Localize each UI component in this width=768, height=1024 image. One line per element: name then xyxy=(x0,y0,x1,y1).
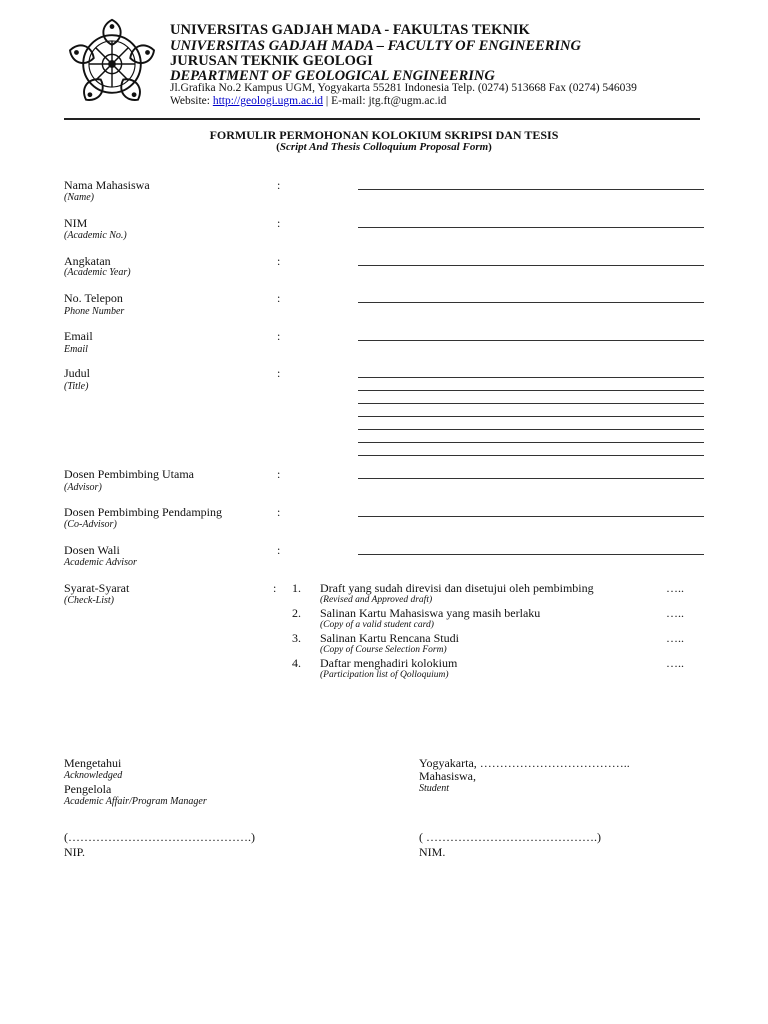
field-input-name[interactable] xyxy=(358,189,704,190)
field-sub-name: (Name) xyxy=(64,192,94,203)
form-title: FORMULIR PERMOHONAN KOLOKIUM SKRIPSI DAN TESIS xyxy=(209,128,559,142)
field-input-title-line[interactable] xyxy=(358,377,704,378)
sig-right-student-sub: Student xyxy=(419,783,449,794)
field-label-email: Email xyxy=(64,329,93,343)
checklist-item-check[interactable]: ….. xyxy=(666,631,684,645)
header-university-en: UNIVERSITAS GADJAH MADA – FACULTY OF ENGINEERING xyxy=(170,38,581,54)
field-sub-title: (Title) xyxy=(64,381,89,392)
header-address: Jl.Grafika No.2 Kampus UGM, Yogyakarta 55281 Indonesia Telp. (0274) 513668 Fax (0274) 546039 xyxy=(170,82,637,94)
field-sub-nim: (Academic No.) xyxy=(64,230,127,241)
checklist-item-number: 2. xyxy=(292,606,301,620)
checklist-item-text: Salinan Kartu Mahasiswa yang masih berlaku xyxy=(320,606,541,620)
checklist-item-check[interactable]: ….. xyxy=(666,656,684,670)
field-sub-phone: Phone Number xyxy=(64,306,125,317)
checklist-sub: (Check-List) xyxy=(64,595,114,606)
field-label-year: Angkatan xyxy=(64,254,111,268)
field-input-title-line[interactable] xyxy=(358,442,704,443)
checklist-item-check[interactable]: ….. xyxy=(666,606,684,620)
field-label-name: Nama Mahasiswa xyxy=(64,178,150,192)
sig-left-manager-sub: Academic Affair/Program Manager xyxy=(64,796,207,807)
checklist-item-number: 3. xyxy=(292,631,301,645)
checklist-item-sub: (Copy of Course Selection Form) xyxy=(320,645,447,655)
checklist-label: Syarat-Syarat xyxy=(64,581,130,595)
field-input-coadvisor[interactable] xyxy=(358,516,704,517)
header-contact xyxy=(170,95,446,107)
header-department-en: DEPARTMENT OF GEOLOGICAL ENGINEERING xyxy=(170,68,495,84)
field-sub-advisor: (Advisor) xyxy=(64,482,102,493)
checklist-item-check[interactable]: ….. xyxy=(666,581,684,595)
field-label-coadvisor: Dosen Pembimbing Pendamping xyxy=(64,505,222,519)
sig-right-nim: NIM. xyxy=(419,845,446,859)
header-divider xyxy=(64,118,700,120)
checklist-colon: : xyxy=(273,581,277,595)
field-input-title-line[interactable] xyxy=(358,403,704,404)
field-label-advisor: Dosen Pembimbing Utama xyxy=(64,467,194,481)
field-input-title-line[interactable] xyxy=(358,455,704,456)
checklist-item-text: Daftar menghadiri kolokium xyxy=(320,656,458,670)
field-label-academic-advisor: Dosen Wali xyxy=(64,543,120,557)
sig-left-manager: Pengelola xyxy=(64,782,112,796)
sig-left-acknowledged: Mengetahui xyxy=(64,756,122,770)
field-input-advisor[interactable] xyxy=(358,478,704,479)
checklist-item-sub: (Copy of a valid student card) xyxy=(320,620,434,630)
university-logo xyxy=(64,16,160,112)
field-sub-coadvisor: (Co-Advisor) xyxy=(64,519,117,530)
field-colon: : xyxy=(277,467,281,481)
website-label: Website: xyxy=(170,95,210,107)
field-input-title-line[interactable] xyxy=(358,390,704,391)
field-sub-year: (Academic Year) xyxy=(64,267,131,278)
checklist-item-text: Salinan Kartu Rencana Studi xyxy=(320,631,459,645)
field-label-nim: NIM xyxy=(64,216,88,230)
sig-left-signature-line[interactable]: (……………………………………….) xyxy=(64,830,255,844)
header-university-id: UNIVERSITAS GADJAH MADA - FAKULTAS TEKNIK xyxy=(170,22,530,38)
field-colon: : xyxy=(277,329,281,343)
field-label-title: Judul xyxy=(64,366,91,380)
checklist-item-number: 1. xyxy=(292,581,301,595)
sig-right-signature-line[interactable]: ( …………………………………….) xyxy=(419,830,601,844)
field-colon: : xyxy=(277,254,281,268)
field-label-phone: No. Telepon xyxy=(64,291,123,305)
field-colon: : xyxy=(277,366,281,380)
field-input-email[interactable] xyxy=(358,340,704,341)
field-input-phone[interactable] xyxy=(358,302,704,303)
field-input-title-line[interactable] xyxy=(358,429,704,430)
field-input-nim[interactable] xyxy=(358,227,704,228)
sig-right-place-date[interactable]: Yogyakarta, ……………………………….. xyxy=(419,756,630,770)
field-colon: : xyxy=(277,543,281,557)
checklist-item-sub: (Revised and Approved draft) xyxy=(320,595,433,605)
header-department-id: JURUSAN TEKNIK GEOLOGI xyxy=(170,53,373,69)
field-input-academic-advisor[interactable] xyxy=(358,554,704,555)
sig-left-nip: NIP. xyxy=(64,845,86,859)
checklist-item-text: Draft yang sudah direvisi dan disetujui oleh pembimbing xyxy=(320,581,594,595)
field-colon: : xyxy=(277,291,281,305)
field-colon: : xyxy=(277,216,281,230)
field-input-year[interactable] xyxy=(358,265,704,266)
checklist-item-number: 4. xyxy=(292,656,301,670)
field-input-title-line[interactable] xyxy=(358,416,704,417)
field-sub-email: Email xyxy=(64,344,88,355)
sig-right-student: Mahasiswa, xyxy=(419,769,476,783)
email-text: | E-mail: jtg.ft@ugm.ac.id xyxy=(325,95,447,107)
checklist-item-sub: (Participation list of Qolloquium) xyxy=(320,670,449,680)
field-colon: : xyxy=(277,178,281,192)
website-link[interactable]: http://geologi.ugm.ac.id xyxy=(212,95,324,107)
sig-left-acknowledged-sub: Acknowledged xyxy=(64,770,123,781)
field-colon: : xyxy=(277,505,281,519)
form-subtitle: (Script And Thesis Colloquium Proposal Form) xyxy=(276,141,492,153)
field-sub-academic-advisor: Academic Advisor xyxy=(64,557,137,568)
